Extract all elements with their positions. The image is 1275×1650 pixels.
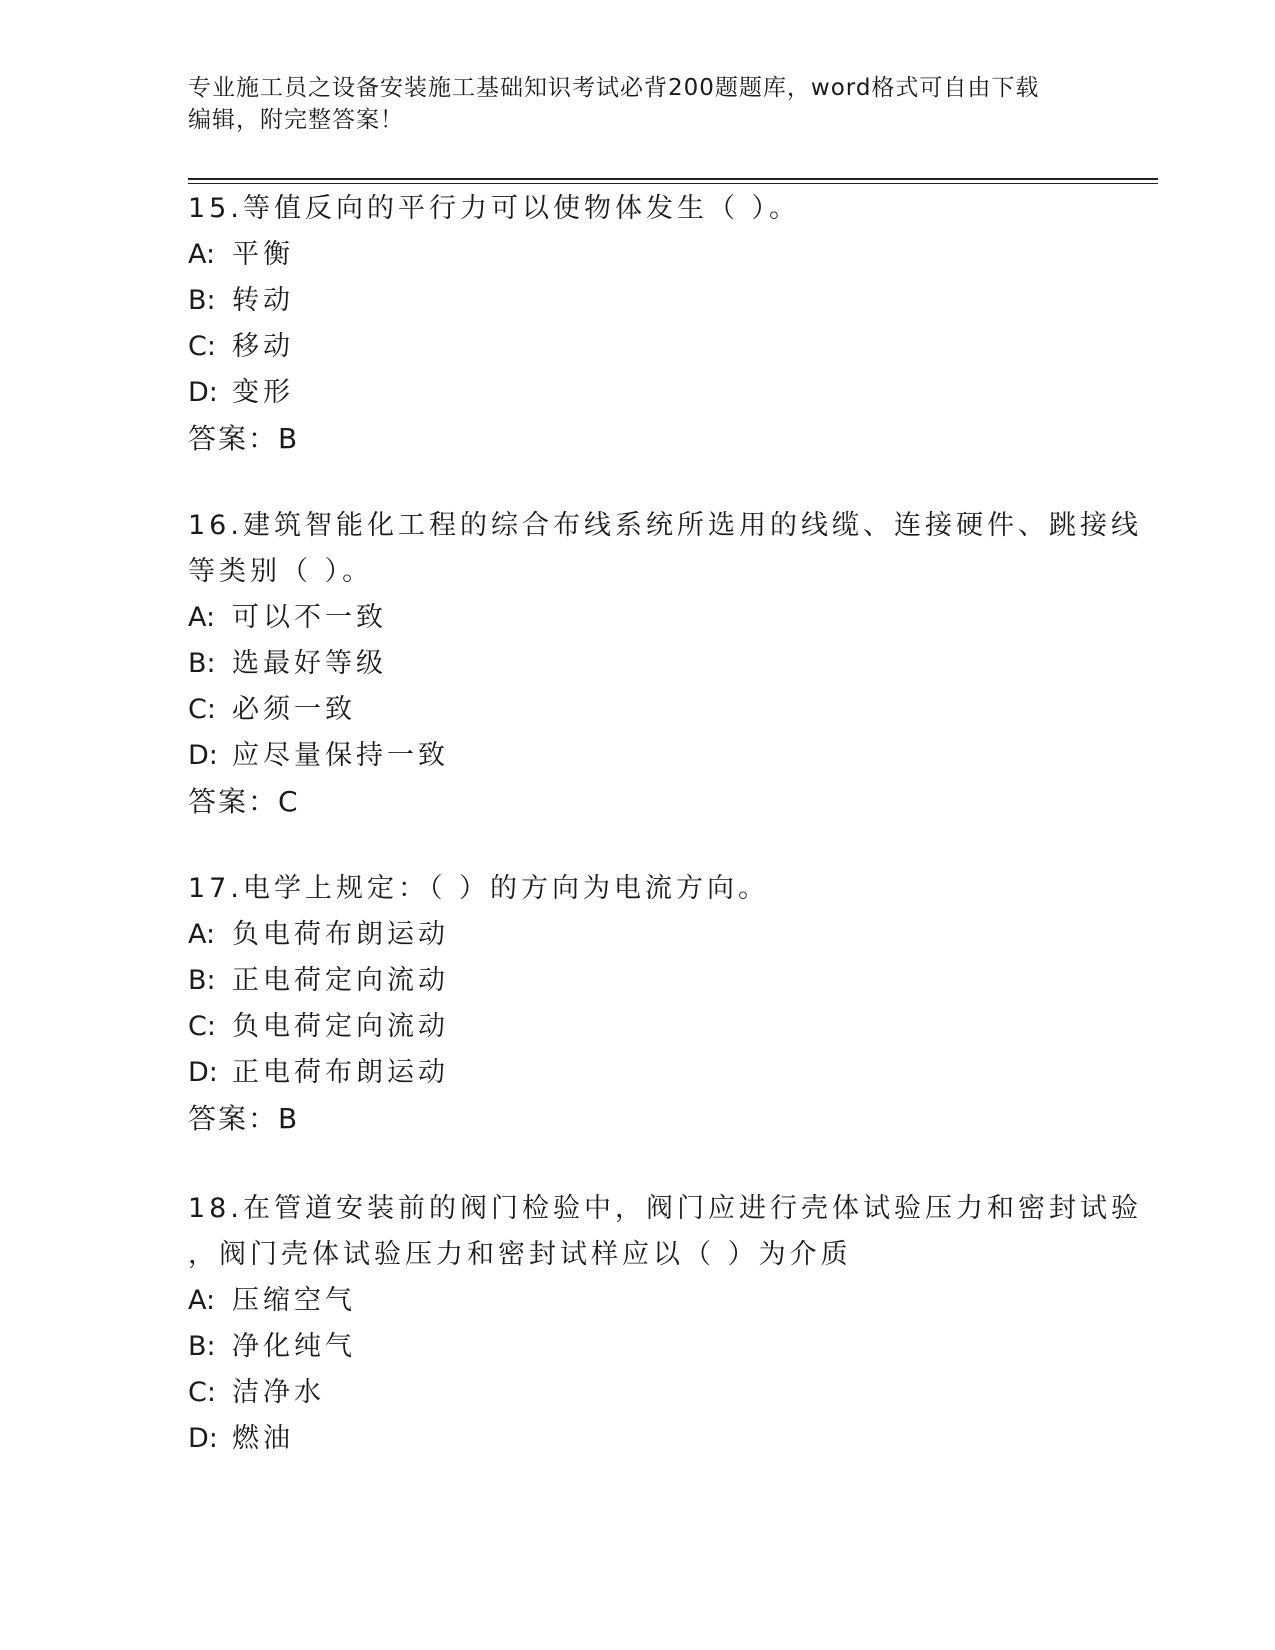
header-line-2: 编辑，附完整答案！: [188, 107, 404, 133]
option-text: 必须一致: [232, 694, 356, 725]
question-18: [188, 1186, 1142, 1462]
option-text: 移动: [232, 331, 294, 362]
question-17: [188, 866, 1108, 1142]
question-15: [188, 186, 1108, 462]
option-c: [188, 1370, 1108, 1416]
option-text: 转动: [232, 285, 294, 316]
option-letter: A:: [188, 919, 216, 950]
option-letter: C:: [188, 1377, 216, 1408]
option-a: [188, 595, 1108, 641]
option-b: [188, 1324, 1108, 1370]
question-16: [188, 503, 1142, 825]
answer-label: 答案：B: [188, 1102, 300, 1135]
option-a: [188, 1278, 1108, 1324]
question-text: 17.电学上规定：（ ）的方向为电流方向。: [188, 873, 770, 904]
option-d: [188, 1416, 1108, 1462]
option-letter: D:: [188, 377, 218, 408]
question-text: 18.在管道安装前的阀门检验中，阀门应进行壳体试验压力和密封试验: [188, 1193, 1142, 1224]
option-c: [188, 687, 1108, 733]
header-divider-thick: [188, 178, 1158, 180]
option-text: 净化纯气: [232, 1331, 356, 1362]
option-a: [188, 912, 1108, 958]
option-a: [188, 232, 1108, 278]
option-letter: A:: [188, 1285, 216, 1316]
option-b: [188, 958, 1108, 1004]
option-letter: B:: [188, 1331, 216, 1362]
option-text: 压缩空气: [232, 1285, 356, 1316]
option-text: 负电荷布朗运动: [232, 919, 449, 950]
option-letter: D:: [188, 1057, 218, 1088]
option-letter: C:: [188, 694, 216, 725]
question-text-continued: 等类别（ ）。: [188, 556, 374, 587]
option-letter: B:: [188, 648, 216, 679]
option-c: [188, 324, 1108, 370]
option-d: [188, 1050, 1108, 1096]
answer-label: 答案：C: [188, 785, 300, 818]
question-text: 15.等值反向的平行力可以使物体发生（ ）。: [188, 193, 801, 224]
option-text: 洁净水: [232, 1377, 325, 1408]
option-letter: C:: [188, 331, 216, 362]
option-b: [188, 278, 1108, 324]
document-header: [188, 72, 1088, 136]
option-letter: B:: [188, 965, 216, 996]
header-divider-thin: [188, 183, 1158, 184]
option-d: [188, 733, 1108, 779]
option-text: 变形: [232, 377, 294, 408]
answer-label: 答案：B: [188, 422, 300, 455]
option-letter: A:: [188, 239, 216, 270]
question-text: 16.建筑智能化工程的综合布线系统所选用的线缆、连接硬件、跳接线: [188, 510, 1142, 541]
option-text: 选最好等级: [232, 648, 387, 679]
option-text: 正电荷布朗运动: [232, 1057, 449, 1088]
option-text: 平衡: [232, 239, 294, 270]
option-letter: D:: [188, 1423, 218, 1454]
option-text: 燃油: [232, 1423, 294, 1454]
option-d: [188, 370, 1108, 416]
option-text: 正电荷定向流动: [232, 965, 449, 996]
option-c: [188, 1004, 1108, 1050]
option-letter: C:: [188, 1011, 216, 1042]
option-letter: D:: [188, 740, 218, 771]
question-text-continued: ，阀门壳体试验压力和密封试样应以（ ）为介质: [188, 1239, 852, 1270]
option-b: [188, 641, 1108, 687]
option-letter: B:: [188, 285, 216, 316]
option-text: 应尽量保持一致: [232, 740, 449, 771]
header-line-1: 专业施工员之设备安装施工基础知识考试必背200题题库，word格式可自由下载: [188, 75, 1040, 101]
option-letter: A:: [188, 602, 216, 633]
option-text: 负电荷定向流动: [232, 1011, 449, 1042]
option-text: 可以不一致: [232, 602, 387, 633]
